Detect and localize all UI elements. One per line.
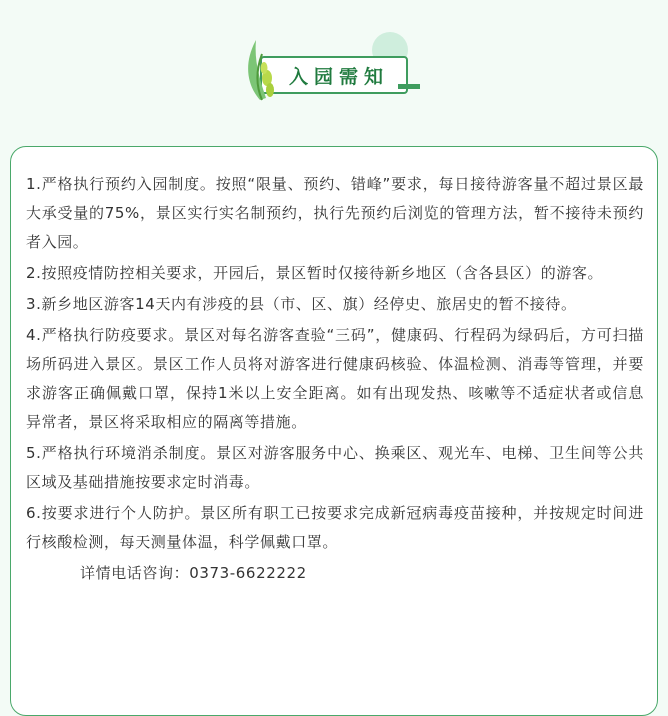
page-title: 入园需知 (288, 65, 389, 88)
notice-content (26, 170, 644, 590)
notice-item: 2.按照疫情防控相关要求，开园后，景区暂时仅接待新乡地区（含各县区）的游客。 (26, 264, 604, 282)
notice-item: 1.严格执行预约入园制度。按照“限量、预约、错峰”要求，每日接待游客量不超过景区最大承受量的75%，景区实行实名制预约，执行先预约后浏览的管理方法，暂不接待未预约者入园。 (26, 175, 644, 251)
notice-item: 5.严格执行环境消杀制度。景区对游客服务中心、换乘区、观光车、电梯、卫生间等公共区域及基础措施按要求定时消毒。 (26, 444, 644, 491)
section-header (240, 28, 430, 108)
wheat-leaf-icon (242, 38, 282, 102)
title-underline-bar (398, 84, 420, 89)
notice-item: 3.新乡地区游客14天内有涉疫的县（市、区、旗）经停史、旅居史的暂不接待。 (26, 295, 577, 313)
title-box (260, 56, 408, 94)
contact-phone: 详情电话咨询：0373-6622222 (80, 564, 307, 582)
notice-item: 6.按要求进行个人防护。景区所有职工已按要求完成新冠病毒疫苗接种，并按规定时间进行核酸检测，每天测量体温，科学佩戴口罩。 (26, 504, 644, 551)
notice-item: 4.严格执行防疫要求。景区对每名游客查验“三码”，健康码、行程码为绿码后，方可扫描场所码进入景区。景区工作人员将对游客进行健康码核验、体温检测、消毒等管理，并要求游客正确佩戴口罩，保持1米以上安全距离。如有出现发热、咳嗽等不适症状者或信息异常者，景区将采取相应的隔离等措施。 (26, 326, 644, 431)
